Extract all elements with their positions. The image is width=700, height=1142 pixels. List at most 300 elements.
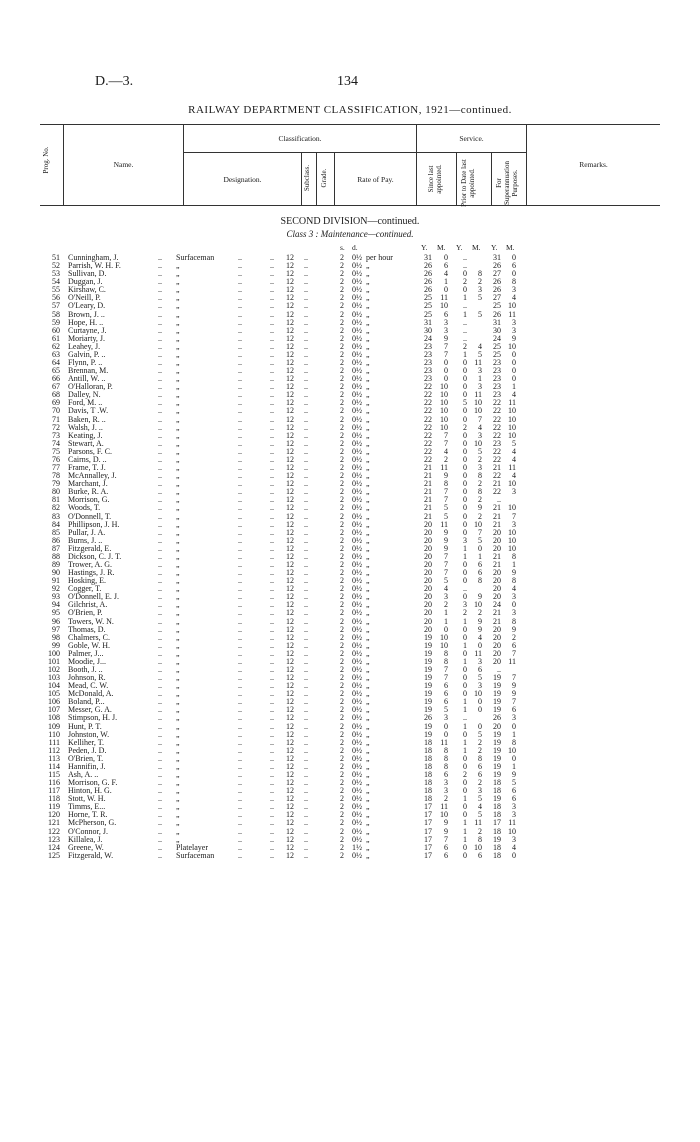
table-row [0, 311, 700, 319]
pay-shillings-cell: 2 [340, 592, 344, 602]
superannuation-months-cell: 4 [512, 293, 516, 303]
grade-cell: 12 [286, 729, 294, 739]
since-last-years-cell: 18 [424, 786, 432, 796]
designation-cell: Surfaceman [176, 850, 215, 860]
prog-no-cell: 109 [48, 721, 60, 731]
pay-pence-cell: 0½ [352, 640, 362, 650]
pay-period-cell: „ [366, 608, 370, 618]
prog-no-cell: 118 [48, 794, 60, 804]
dot-leader: .. [304, 382, 308, 392]
dot-leader: .. [238, 592, 242, 602]
prior-years-cell: 2 [463, 277, 467, 287]
dot-leader: .. [238, 269, 242, 279]
prog-no-cell: 113 [48, 753, 60, 763]
prior-months-cell: 3 [478, 430, 482, 440]
pay-shillings-cell: 2 [340, 471, 344, 481]
dot-leader: .. [304, 850, 308, 860]
grade-cell: 12 [286, 697, 294, 707]
pay-shillings-cell: 2 [340, 721, 344, 731]
dot-leader: .. [158, 430, 162, 440]
prog-no-cell: 112 [48, 745, 60, 755]
dot-leader: .. [304, 535, 308, 545]
superannuation-months-cell: 10 [508, 422, 516, 432]
since-last-years-cell: 21 [424, 487, 432, 497]
table-row [0, 731, 700, 739]
superannuation-years-cell: 26 [493, 261, 501, 271]
dot-leader: .. [270, 673, 274, 683]
pay-pence-cell: 0½ [352, 778, 362, 788]
pay-period-cell: „ [366, 810, 370, 820]
dot-leader: .. [304, 842, 308, 852]
superannuation-months-cell: 6 [512, 794, 516, 804]
dot-leader: .. [238, 608, 242, 618]
dot-leader: .. [158, 293, 162, 303]
dot-leader: .. [270, 358, 274, 368]
pay-period-cell: „ [366, 648, 370, 658]
pay-period-cell: „ [366, 317, 370, 327]
grade-cell: 12 [286, 398, 294, 408]
dot-leader: .. [238, 729, 242, 739]
dot-leader: .. [270, 398, 274, 408]
superannuation-months-cell: 3 [512, 487, 516, 497]
pay-period-cell: „ [366, 487, 370, 497]
pay-pence-cell: 0½ [352, 745, 362, 755]
dot-leader: .. [270, 333, 274, 343]
column-divider [316, 152, 317, 206]
dot-leader: .. [238, 737, 242, 747]
since-last-years-cell: 25 [424, 301, 432, 311]
unit-months: M. [506, 243, 515, 252]
pay-period-cell: „ [366, 293, 370, 303]
designation-cell: „ [176, 398, 180, 408]
prog-no-cell: 105 [48, 689, 60, 699]
since-last-years-cell: 22 [424, 390, 432, 400]
pay-shillings-cell: 2 [340, 778, 344, 788]
since-last-years-cell: 19 [424, 673, 432, 683]
superannuation-months-cell: 7 [512, 648, 516, 658]
column-divider [491, 152, 492, 206]
since-last-years-cell: 17 [424, 834, 432, 844]
pay-shillings-cell: 2 [340, 341, 344, 351]
designation-cell: „ [176, 584, 180, 594]
since-last-months-cell: 11 [440, 293, 448, 303]
pay-period-cell: „ [366, 616, 370, 626]
dot-leader: .. [238, 600, 242, 610]
since-last-months-cell: 3 [444, 778, 448, 788]
grade-cell: 12 [286, 301, 294, 311]
dot-leader: .. [304, 277, 308, 287]
prog-no-cell: 93 [52, 592, 60, 602]
since-last-months-cell: 2 [444, 454, 448, 464]
dot-leader: .. [238, 778, 242, 788]
prior-months-cell: 0 [478, 640, 482, 650]
designation-cell: Surfaceman [176, 253, 215, 262]
pay-period-cell: „ [366, 511, 370, 521]
superannuation-years-cell: 22 [493, 487, 501, 497]
prior-months-cell: 4 [478, 632, 482, 642]
grade-cell: 12 [286, 269, 294, 279]
grade-cell: 12 [286, 446, 294, 456]
designation-cell: „ [176, 656, 180, 666]
dot-leader: .. [270, 616, 274, 626]
superannuation-years-cell: 19 [493, 753, 501, 763]
dot-leader: .. [304, 301, 308, 311]
prior-months-cell: 5 [478, 673, 482, 683]
prog-no-cell: 58 [52, 309, 60, 319]
dot-leader: .. [304, 269, 308, 279]
superannuation-years-cell: 22 [493, 414, 501, 424]
since-last-years-cell: 21 [424, 479, 432, 489]
pay-period-cell: „ [366, 842, 370, 852]
dot-leader: .. [270, 600, 274, 610]
prior-months-cell: 9 [478, 592, 482, 602]
pay-pence-cell: 0½ [352, 309, 362, 319]
grade-cell: 12 [286, 325, 294, 335]
since-last-years-cell: 22 [424, 446, 432, 456]
grade-cell: 12 [286, 689, 294, 699]
dot-leader: .. [158, 551, 162, 561]
pay-shillings-cell: 2 [340, 366, 344, 376]
name-cell: Killalea, J. [68, 834, 103, 844]
dot-leader: .. [158, 834, 162, 844]
pay-pence-cell: 0½ [352, 366, 362, 376]
superannuation-months-cell: 8 [512, 737, 516, 747]
dot-leader: .. [158, 366, 162, 376]
since-last-months-cell: 7 [444, 438, 448, 448]
pay-period-cell: „ [366, 422, 370, 432]
designation-cell: „ [176, 382, 180, 392]
grade-cell: 12 [286, 770, 294, 779]
prior-years-cell: 0 [463, 673, 467, 683]
prog-no-cell: 103 [48, 673, 60, 683]
superannuation-years-cell: 25 [493, 341, 501, 351]
superannuation-months-cell: 4 [512, 454, 516, 464]
designation-cell: „ [176, 519, 180, 529]
col-header-prog-no: Prog. No. [42, 146, 50, 174]
prior-months-cell: 5 [478, 729, 482, 739]
designation-cell: „ [176, 325, 180, 335]
dot-leader: .. [158, 390, 162, 400]
dot-leader: .. [270, 503, 274, 513]
designation-cell: „ [176, 261, 180, 271]
prog-no-cell: 94 [52, 600, 60, 610]
superannuation-months-cell: 5 [512, 438, 516, 448]
since-last-months-cell: 10 [440, 398, 448, 408]
prior-years-cell: 0 [463, 648, 467, 658]
designation-cell: „ [176, 761, 180, 771]
since-last-years-cell: 23 [424, 349, 432, 359]
pay-pence-cell: 0½ [352, 729, 362, 739]
dot-leader: .. [270, 729, 274, 739]
dot-leader: .. [158, 471, 162, 481]
designation-cell: „ [176, 826, 180, 836]
prior-months-cell: 3 [478, 681, 482, 691]
designation-cell: „ [176, 414, 180, 424]
dot-leader: .. [304, 317, 308, 327]
table-row [0, 432, 700, 440]
dot-leader: .. [270, 406, 274, 416]
grade-cell: 12 [286, 406, 294, 416]
prog-no-cell: 64 [52, 358, 60, 368]
since-last-years-cell: 18 [424, 745, 432, 755]
prior-years-cell: 0 [463, 689, 467, 699]
superannuation-months-cell: 6 [512, 640, 516, 650]
since-last-months-cell: 10 [440, 301, 448, 311]
superannuation-months-cell: 7 [512, 511, 516, 521]
name-cell: Morrison, G. F. [68, 778, 118, 788]
since-last-years-cell: 20 [424, 608, 432, 618]
name-cell: Woods, T. [68, 503, 101, 513]
dot-leader: .. [158, 689, 162, 699]
designation-cell: „ [176, 745, 180, 755]
dot-leader: .. [158, 753, 162, 763]
dot-leader: .. [270, 705, 274, 715]
name-cell: O'Brien, P. [68, 608, 103, 618]
prior-years-cell: 2 [463, 608, 467, 618]
since-last-months-cell: 8 [444, 753, 448, 763]
dot-leader: .. [270, 390, 274, 400]
pay-shillings-cell: 2 [340, 293, 344, 303]
superannuation-years-cell: 18 [493, 802, 501, 812]
dot-leader: .. [270, 366, 274, 376]
prog-no-cell: 101 [48, 656, 60, 666]
prog-no-cell: 119 [48, 802, 60, 812]
designation-cell: „ [176, 624, 180, 634]
prior-months-cell: 1 [478, 374, 482, 384]
pay-shillings-cell: 2 [340, 519, 344, 529]
grade-cell: 12 [286, 826, 294, 836]
superannuation-years-cell: 18 [493, 842, 501, 852]
name-cell: Davis, T .W. [68, 406, 109, 416]
name-cell: Ash, A. .. [68, 770, 99, 779]
name-cell: Towers, W. N. [68, 616, 114, 626]
name-cell: Gilchrist, A. [68, 600, 108, 610]
prior-years-cell: 0 [463, 559, 467, 569]
superannuation-years-cell: 20 [493, 568, 501, 578]
grade-cell: 12 [286, 277, 294, 287]
superannuation-months-cell: 10 [508, 341, 516, 351]
pay-pence-cell: 0½ [352, 446, 362, 456]
since-last-years-cell: 18 [424, 761, 432, 771]
superannuation-years-cell: 23 [493, 366, 501, 376]
superannuation-months-cell: 9 [512, 333, 516, 343]
prog-no-cell: 83 [52, 511, 60, 521]
pay-pence-cell: 0½ [352, 834, 362, 844]
designation-cell: „ [176, 390, 180, 400]
pay-shillings-cell: 2 [340, 737, 344, 747]
since-last-months-cell: 6 [444, 842, 448, 852]
dot-leader: .. [304, 430, 308, 440]
designation-cell: „ [176, 285, 180, 295]
grade-cell: 12 [286, 616, 294, 626]
dot-leader: .. [304, 834, 308, 844]
since-last-months-cell: 0 [444, 253, 448, 262]
pay-period-cell: „ [366, 366, 370, 376]
since-last-years-cell: 18 [424, 737, 432, 747]
prior-months-cell: 6 [478, 568, 482, 578]
table-row [0, 747, 700, 755]
dot-leader: .. [304, 519, 308, 529]
name-cell: Stimpson, H. J. [68, 713, 118, 723]
prior-years-cell: 0 [463, 366, 467, 376]
dot-leader: .. [304, 414, 308, 424]
prior-months-cell: 4 [478, 341, 482, 351]
prog-no-cell: 117 [48, 786, 60, 796]
dot-leader: .. [238, 745, 242, 755]
name-cell: Parrish, W. H. F. [68, 261, 121, 271]
prior-months-cell: 3 [478, 463, 482, 473]
prior-months-cell: 5 [478, 810, 482, 820]
grade-cell: 12 [286, 422, 294, 432]
dot-leader: .. [270, 463, 274, 473]
prog-no-cell: 85 [52, 527, 60, 537]
prior-months-cell: 2 [478, 737, 482, 747]
dot-leader: .. [270, 285, 274, 295]
prog-no-cell: 104 [48, 681, 60, 691]
dot-leader: .. [270, 794, 274, 804]
grade-cell: 12 [286, 414, 294, 424]
prior-years-cell: 0 [463, 568, 467, 578]
pay-period-cell: „ [366, 786, 370, 796]
name-cell: Sullivan, D. [68, 269, 107, 279]
name-cell: McAnnalley, J. [68, 471, 117, 481]
prior-years-cell: 1 [463, 794, 467, 804]
prior-months-cell: 10 [474, 398, 482, 408]
dot-leader: .. [238, 664, 242, 674]
table-row [0, 529, 700, 537]
superannuation-months-cell: 3 [512, 608, 516, 618]
dot-leader: .. [270, 721, 274, 731]
grade-cell: 12 [286, 349, 294, 359]
designation-cell: „ [176, 786, 180, 796]
superannuation-years-cell: 19 [493, 834, 501, 844]
prog-no-cell: 96 [52, 616, 60, 626]
dot-leader: .. [158, 374, 162, 384]
prog-no-cell: 107 [48, 705, 60, 715]
designation-cell: „ [176, 503, 180, 513]
dot-leader: .. [158, 600, 162, 610]
dot-leader: .. [158, 786, 162, 796]
prog-no-cell: 97 [52, 624, 60, 634]
dot-leader: .. [238, 341, 242, 351]
dot-leader: .. [304, 673, 308, 683]
pay-period-cell: „ [366, 341, 370, 351]
since-last-months-cell: 9 [444, 471, 448, 481]
prior-years-cell: 1 [463, 826, 467, 836]
table-row [0, 577, 700, 585]
since-last-months-cell: 10 [440, 414, 448, 424]
pay-pence-cell: 0½ [352, 261, 362, 271]
superannuation-years-cell: 19 [493, 673, 501, 683]
pay-shillings-cell: 2 [340, 794, 344, 804]
since-last-years-cell: 17 [424, 818, 432, 828]
superannuation-months-cell: 9 [512, 568, 516, 578]
grade-cell: 12 [286, 681, 294, 691]
table-row [0, 270, 700, 278]
grade-cell: 12 [286, 778, 294, 788]
name-cell: O'Leary, D. [68, 301, 106, 311]
dot-leader: .. [270, 261, 274, 271]
pay-shillings-cell: 2 [340, 406, 344, 416]
prog-no-cell: 77 [52, 463, 60, 473]
prior-years-cell: 1 [463, 737, 467, 747]
name-cell: Parsons, F. C. [68, 446, 113, 456]
dot-leader: .. [158, 826, 162, 836]
pay-shillings-cell: 2 [340, 664, 344, 674]
prior-years-cell: 1 [463, 293, 467, 303]
prior-months-cell: 11 [474, 358, 482, 368]
name-cell: O'Neill, P. [68, 293, 101, 303]
since-last-years-cell: 19 [424, 632, 432, 642]
superannuation-months-cell: 11 [508, 818, 516, 828]
dot-leader: .. [304, 349, 308, 359]
dot-leader: .. [304, 438, 308, 448]
grade-cell: 12 [286, 737, 294, 747]
since-last-months-cell: 7 [444, 495, 448, 505]
grade-cell: 12 [286, 632, 294, 642]
pay-shillings-cell: 2 [340, 624, 344, 634]
since-last-months-cell: 10 [440, 640, 448, 650]
prog-no-cell: 73 [52, 430, 60, 440]
pay-shillings-cell: 2 [340, 414, 344, 424]
since-last-years-cell: 25 [424, 293, 432, 303]
dot-leader: .. [304, 753, 308, 763]
grade-cell: 12 [286, 285, 294, 295]
grade-cell: 12 [286, 705, 294, 715]
dot-leader: .. [270, 826, 274, 836]
superannuation-years-cell: 25 [493, 349, 501, 359]
prog-no-cell: 115 [48, 770, 60, 779]
dot-leader: .. [270, 632, 274, 642]
pay-pence-cell: 0½ [352, 422, 362, 432]
superannuation-years-cell: 25 [493, 301, 501, 311]
prior-months-cell: 8 [478, 576, 482, 586]
superannuation-months-cell: 0 [512, 753, 516, 763]
table-row [0, 286, 700, 294]
pay-period-cell: „ [366, 761, 370, 771]
dot-leader: .. [238, 277, 242, 287]
since-last-years-cell: 22 [424, 382, 432, 392]
pay-pence-cell: 0½ [352, 471, 362, 481]
grade-cell: 12 [286, 527, 294, 537]
name-cell: O'Halloran, P. [68, 382, 113, 392]
pay-pence-cell: 0½ [352, 802, 362, 812]
superannuation-months-cell: 6 [512, 705, 516, 715]
since-last-years-cell: 20 [424, 624, 432, 634]
grade-cell: 12 [286, 834, 294, 844]
prior-years-cell: 0 [463, 503, 467, 513]
designation-cell: „ [176, 818, 180, 828]
pay-pence-cell: 0½ [352, 535, 362, 545]
since-last-years-cell: 18 [424, 770, 432, 779]
pay-shillings-cell: 2 [340, 810, 344, 820]
dot-leader: .. [270, 325, 274, 335]
designation-cell: Platelayer [176, 842, 208, 852]
since-last-months-cell: 10 [440, 422, 448, 432]
dot-leader: .. [238, 656, 242, 666]
designation-cell: „ [176, 471, 180, 481]
pay-period-cell: „ [366, 753, 370, 763]
table-row [0, 302, 700, 310]
since-last-years-cell: 17 [424, 850, 432, 860]
since-last-months-cell: 9 [444, 527, 448, 537]
dot-leader: .. [158, 778, 162, 788]
prior-years-cell: 0 [463, 446, 467, 456]
prior-months-cell: 6 [478, 850, 482, 860]
since-last-years-cell: 22 [424, 438, 432, 448]
dot-leader: .. [270, 818, 274, 828]
name-cell: Galvin, P. .. [68, 349, 106, 359]
